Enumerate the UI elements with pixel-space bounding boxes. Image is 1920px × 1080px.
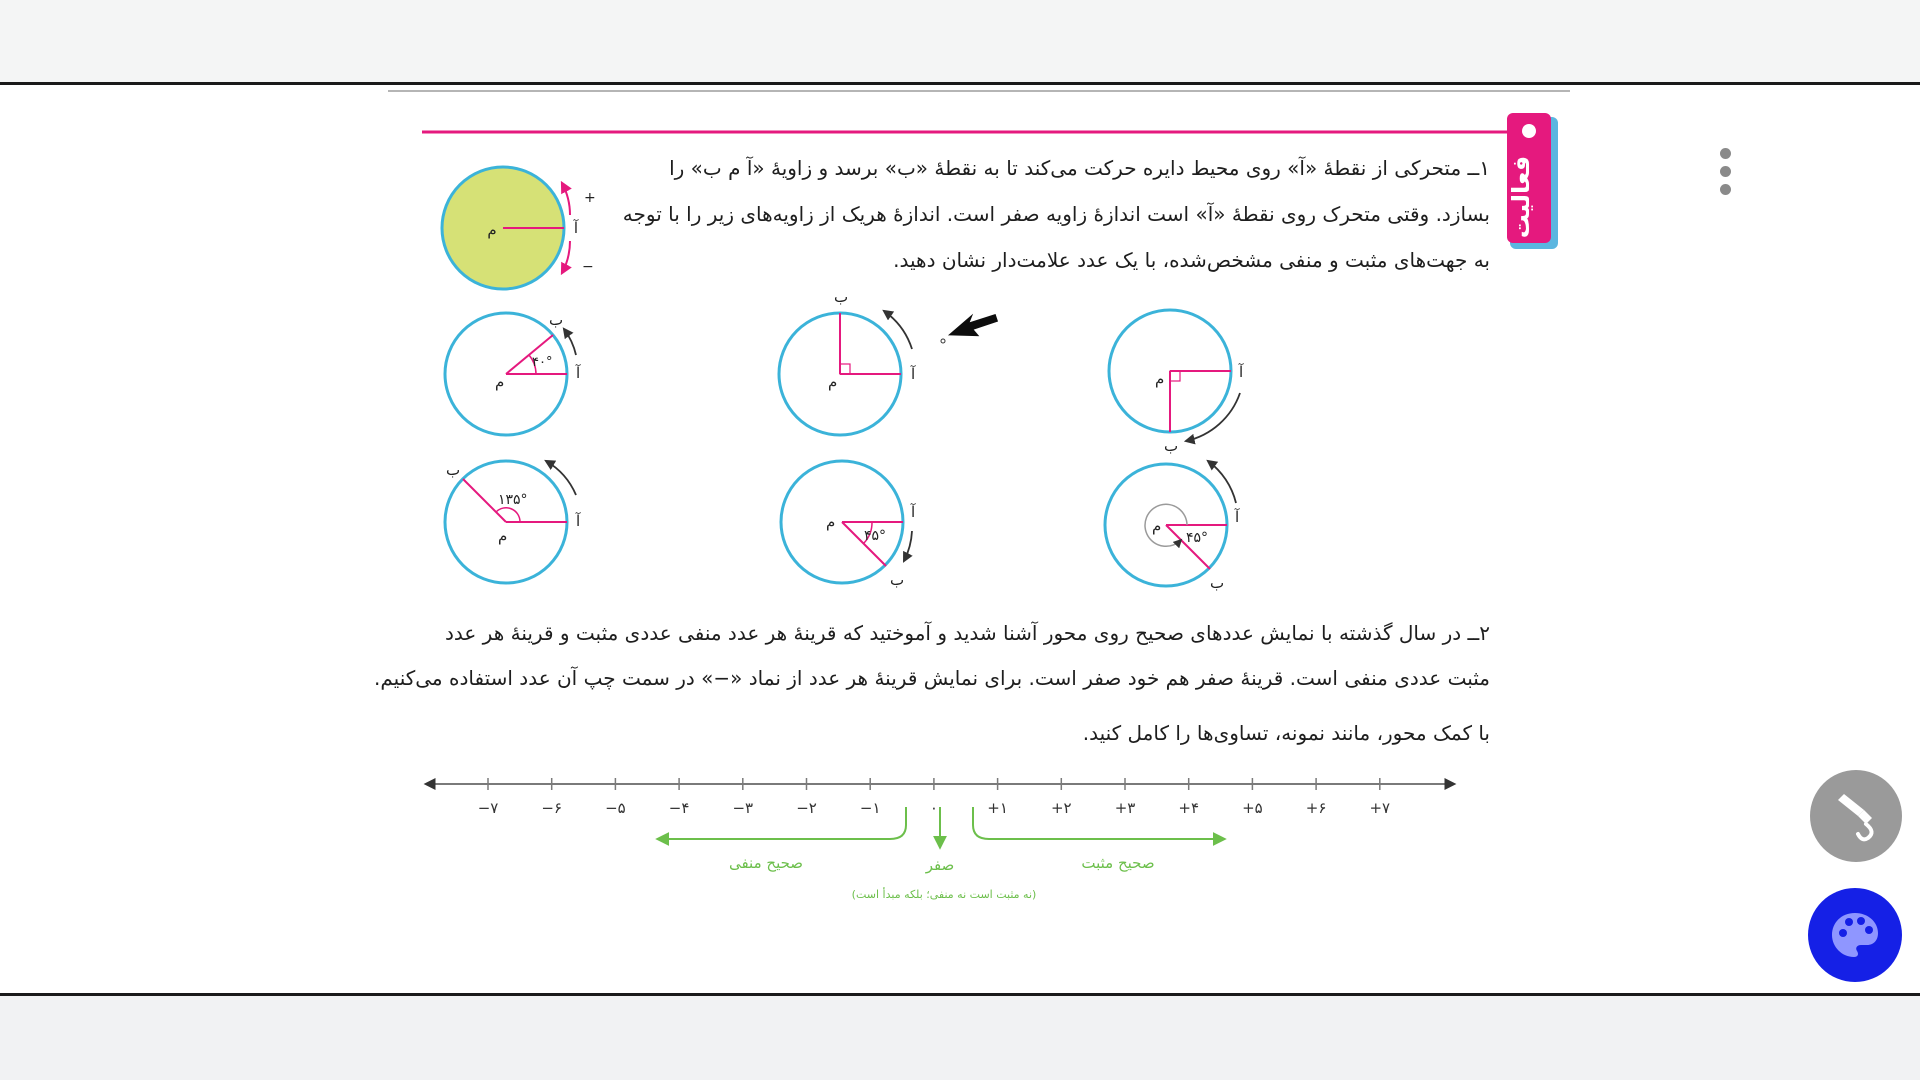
example-point-a-label: آ [573, 219, 579, 237]
negative-integers-label: صحیح منفی [728, 854, 804, 872]
problem-2-line-1: ۲ــ در سال گذشته با نمایش عددهای صحیح روی محور آشنا شدید و آموختید که قرینهٔ هر عدد منفی عددی مثبت و قرینهٔ هر عدد [444, 621, 1490, 645]
status-bar-area [0, 0, 1920, 82]
zero-note: (نه مثبت است نه منفی؛ بلکه مبدأ است) [851, 888, 1037, 901]
tick-label: +۶ [1305, 799, 1327, 817]
tick-label: −۷ [477, 799, 499, 817]
angle-315-circle [1105, 461, 1240, 592]
positive-direction-label: + [584, 190, 596, 206]
angle-90-down-circle [1109, 310, 1244, 455]
problem-1-line-2: بسازد. وقتی متحرک روی نقطهٔ «آ» است اندازهٔ زاویه صفر است. اندازهٔ هریک از زاویه‌های زیر را با توجه [622, 202, 1490, 226]
tick-label: +۷ [1369, 799, 1391, 817]
example-center-label: م [487, 221, 497, 239]
angle-90-down-b: ب [1164, 437, 1179, 455]
angle-135-circle [445, 461, 581, 583]
angle-315-a: آ [1235, 508, 1240, 526]
angle-135-center: م [498, 527, 508, 545]
angle-neg-45-a: آ [911, 503, 916, 521]
tick-label: −۴ [668, 799, 690, 817]
angle-40-b: ب [549, 311, 564, 329]
tick-label: −۱ [859, 799, 881, 817]
tick-label: −۲ [796, 799, 817, 817]
tick-label: −۵ [605, 799, 626, 817]
pen-annotate-icon [1828, 788, 1884, 844]
more-vert-icon[interactable] [1710, 148, 1740, 206]
angle-40-a: آ [576, 364, 581, 382]
tick-label: ۰ [929, 799, 938, 817]
problem-1-line-3: به جهت‌های مثبت و منفی مشخص‌شده، با یک عدد علامت‌دار نشان دهید. [893, 248, 1490, 272]
angle-90-up-b: ب [834, 288, 849, 306]
angle-315-b: ب [1210, 574, 1225, 592]
badge-dot [1522, 124, 1536, 138]
activity-badge [1507, 113, 1558, 249]
tick-label: +۴ [1178, 799, 1200, 817]
angle-40-circle [445, 311, 581, 435]
angle-neg-45-label: ۴۵° [864, 528, 887, 544]
pointer-arrow-icon [941, 311, 999, 343]
problem-1-line-1: ۱ــ متحرکی از نقطهٔ «آ» روی محیط دایره حرکت می‌کند تا به نقطهٔ «ب» برسد و زاویهٔ «آ م ب» را [669, 156, 1490, 180]
tick-label: +۲ [1050, 799, 1072, 817]
angle-neg-45-center: م [826, 513, 836, 531]
tick-label: +۱ [987, 799, 1008, 817]
angle-90-up-circle [779, 288, 916, 435]
problem-1-text [623, 155, 1490, 272]
angle-135-a: آ [576, 512, 581, 530]
problem-2-text [374, 620, 1490, 745]
example-circle [442, 167, 596, 289]
angle-90-down-a: آ [1239, 363, 1244, 381]
angle-40-center: م [495, 373, 505, 391]
problem-2-line-2: مثبت عددی منفی است. قرینهٔ صفر هم خود صفر است. برای نمایش قرینهٔ هر عدد از نماد «−» در سمت چپ آن عدد استفاده می‌کنیم. [373, 666, 1490, 690]
angle-315-label: ۴۵° [1186, 530, 1209, 546]
tick-label: −۶ [541, 799, 563, 817]
problem-2-line-3: با کمک محور، مانند نمونه، تساوی‌ها را کامل کنید. [1082, 721, 1490, 745]
annotate-pen-button[interactable] [1810, 770, 1902, 862]
angle-90-up-center: م [828, 373, 838, 391]
angle-135-b: ب [446, 461, 461, 479]
angle-135-label: ۱۳۵° [498, 492, 528, 508]
angle-315-center: م [1152, 517, 1162, 535]
angle-90-down-center: م [1155, 370, 1165, 388]
angle-neg-45-b: ب [890, 571, 905, 589]
zero-label: صفر [925, 856, 955, 874]
tick-label: +۵ [1242, 799, 1263, 817]
positive-integers-label: صحیح مثبت [1081, 854, 1155, 872]
textbook-page [0, 85, 1918, 993]
theme-palette-button[interactable] [1808, 888, 1902, 982]
number-line [426, 778, 1454, 901]
tick-label: −۳ [732, 799, 754, 817]
palette-icon [1827, 907, 1883, 963]
angle-90-up-a: آ [911, 365, 916, 383]
document-viewer[interactable] [0, 82, 1920, 996]
negative-direction-label: − [582, 259, 594, 275]
angle-neg-45-circle [781, 461, 916, 589]
badge-label: فعالیت [1507, 155, 1535, 239]
tick-label: +۳ [1114, 799, 1136, 817]
angle-40-label: ۴۰° [532, 355, 553, 370]
